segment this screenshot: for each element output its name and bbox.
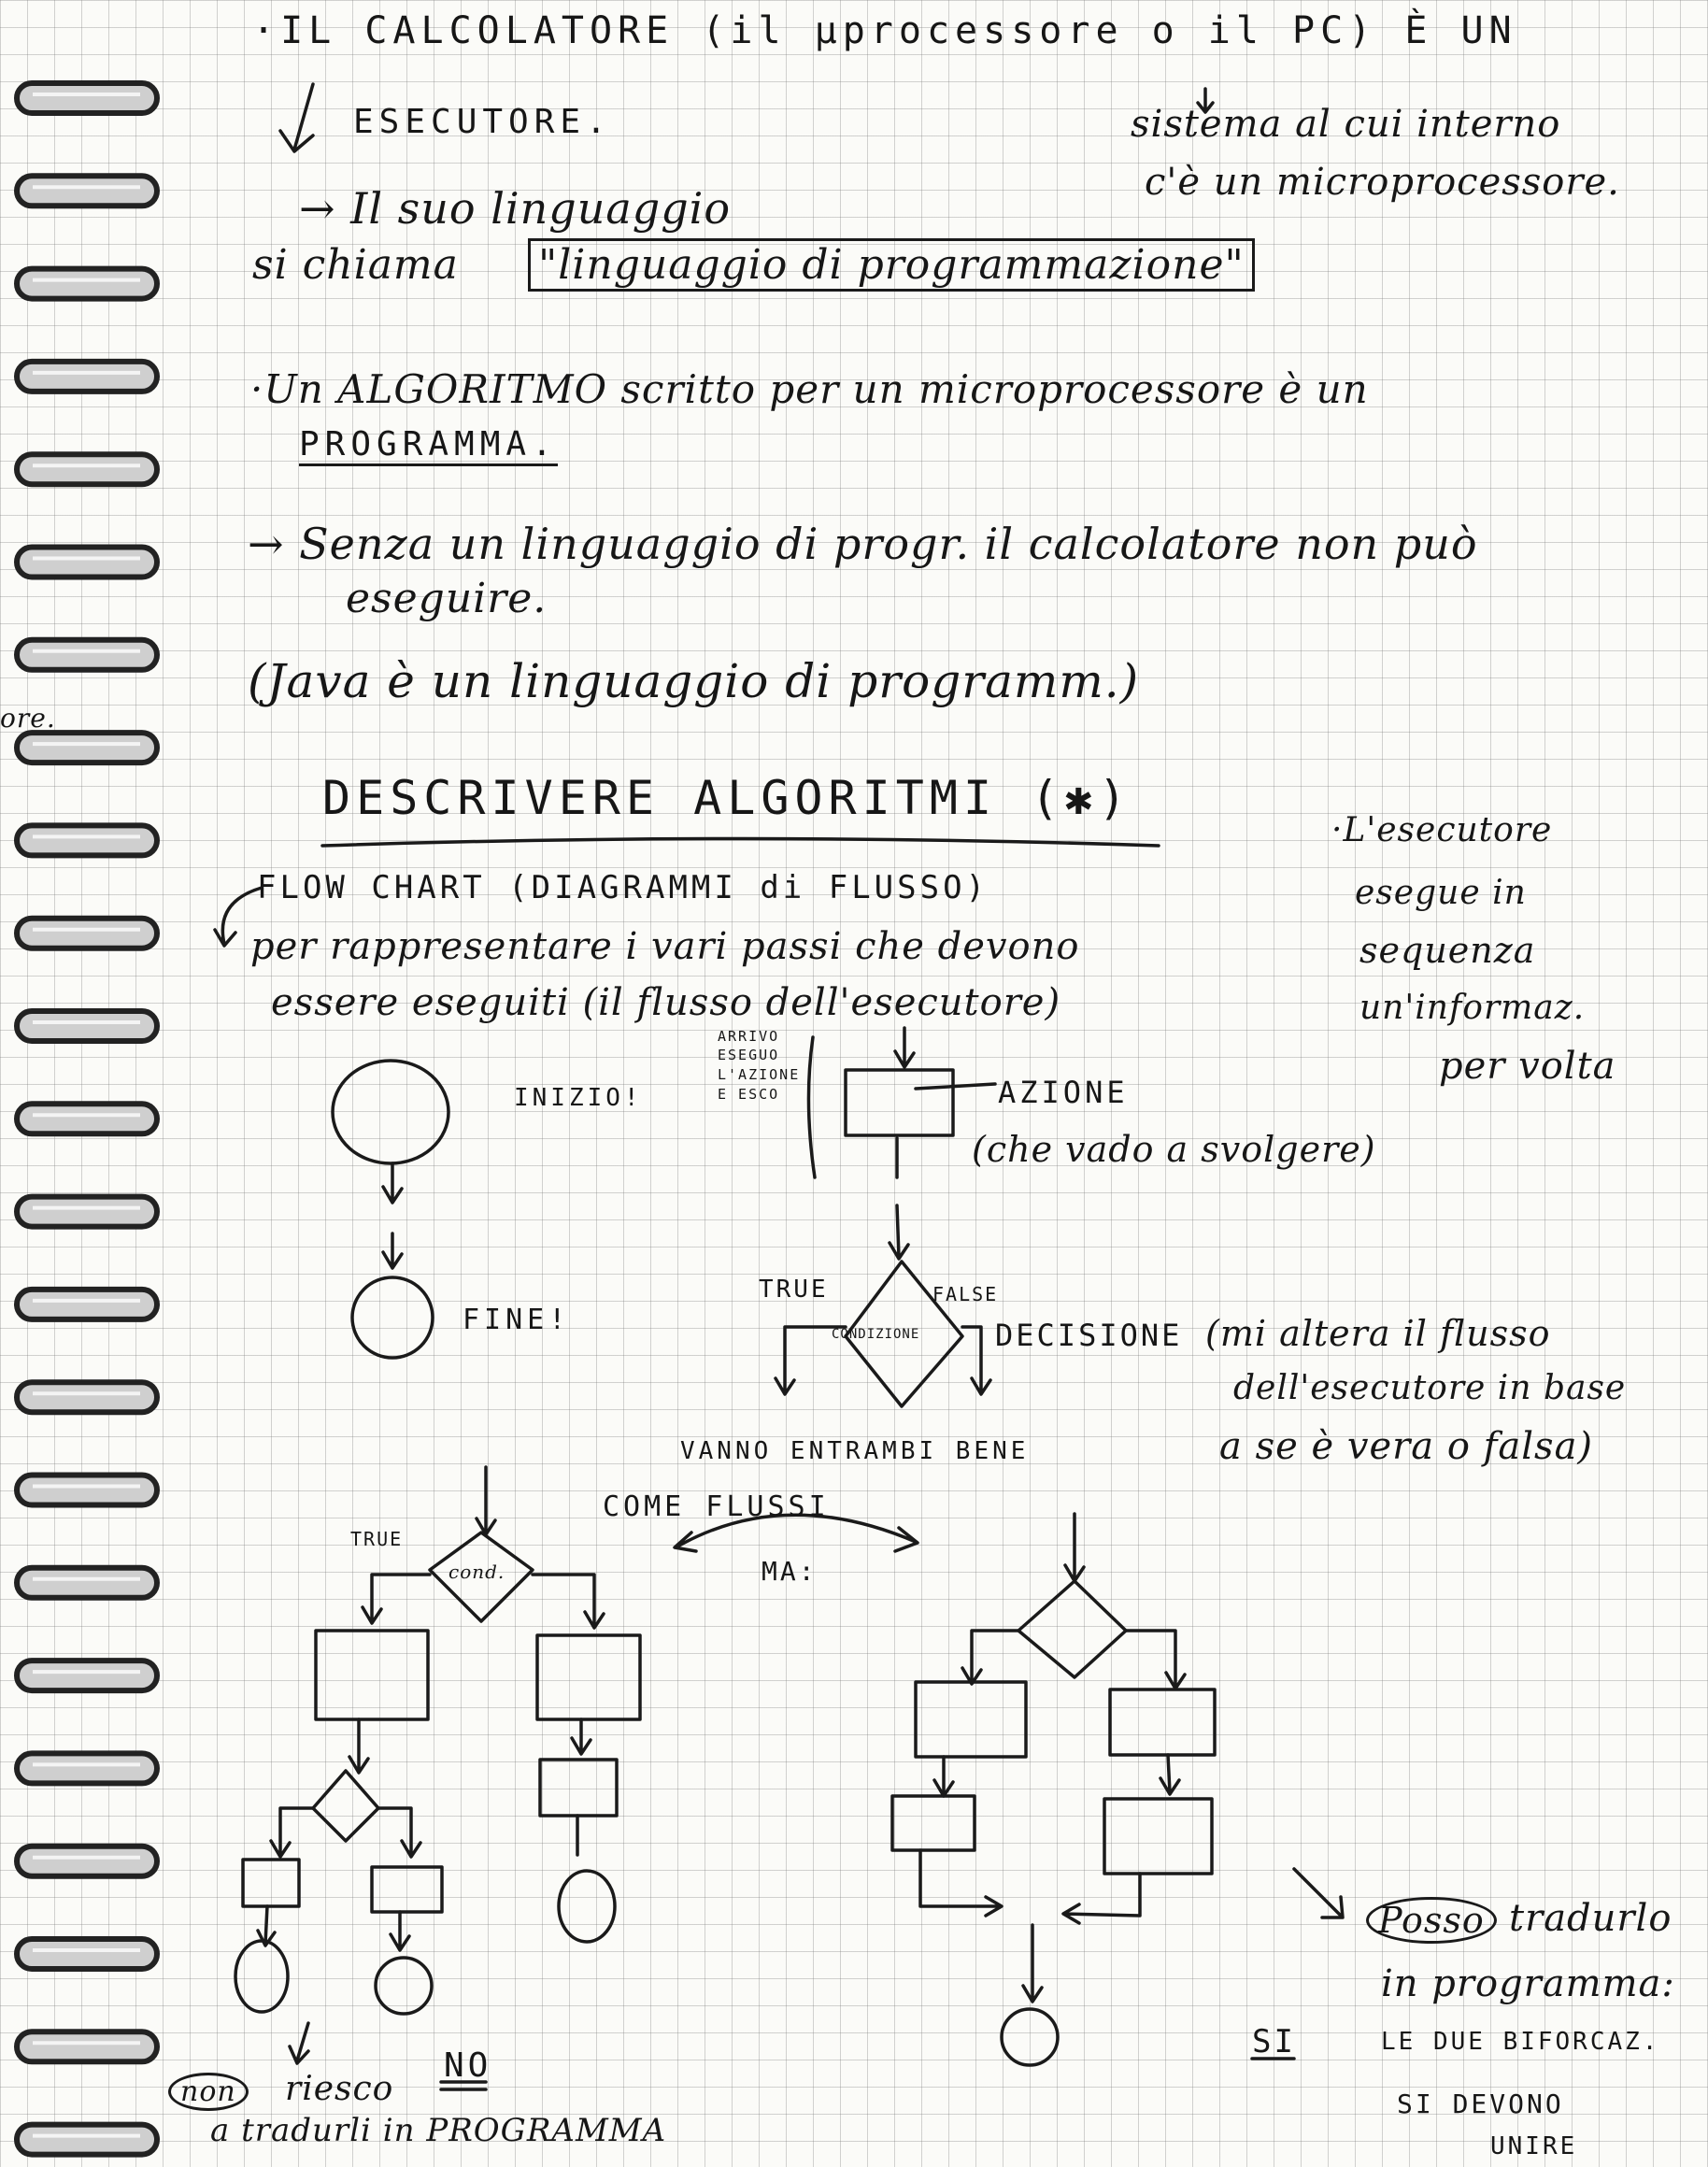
biforcaz-label: LE DUE BIFORCAZ. bbox=[1381, 2028, 1660, 2056]
end-circle bbox=[352, 1277, 433, 1358]
line-calcolatore: ·IL CALCOLATORE (il μprocessore o il PC) È UN bbox=[252, 9, 1517, 52]
decision-label: DECISIONE bbox=[995, 1318, 1183, 1353]
cond-small-label: cond. bbox=[448, 1561, 505, 1583]
devono-label: SI DEVONO bbox=[1397, 2089, 1564, 2119]
note-sistema: sistema al cui interno bbox=[1131, 103, 1561, 146]
section-title: DESCRIVERE ALGORITMI (✱) bbox=[322, 771, 1132, 825]
flowchart-desc-1: per rappresentare i vari passi che devono bbox=[250, 925, 1080, 968]
arrivo-label-2: ESEGUO bbox=[718, 1047, 780, 1063]
posso-circled: Posso bbox=[1366, 1897, 1497, 1944]
decision-note-1: (mi altera il flusso bbox=[1205, 1313, 1551, 1354]
arrivo-label-4: E ESCO bbox=[718, 1086, 780, 1103]
right-diamond bbox=[1018, 1581, 1126, 1677]
decision-false-branch bbox=[962, 1327, 990, 1394]
non-circled: non bbox=[168, 2073, 249, 2111]
arrivo-label-1: ARRIVO bbox=[718, 1028, 780, 1045]
title-underline bbox=[322, 839, 1159, 847]
arrow-to-posso bbox=[1294, 1869, 1343, 1918]
right-box-c bbox=[892, 1796, 975, 1850]
si-label: SI bbox=[1252, 2023, 1296, 2060]
left-end-a bbox=[235, 1941, 288, 2012]
left-box-a bbox=[316, 1631, 428, 1719]
line-esecutore: ESECUTORE. bbox=[353, 103, 612, 141]
side-note-1: ·L'esecutore bbox=[1331, 811, 1553, 849]
left-diamond-2 bbox=[313, 1771, 378, 1841]
true-small-label: TRUE bbox=[350, 1528, 404, 1550]
line-java: (Java è un linguaggio di programm.) bbox=[248, 654, 1140, 708]
left-end-b bbox=[376, 1958, 432, 2014]
line-linguaggio: → Il suo linguaggio bbox=[299, 183, 732, 234]
line-algoritmo: ·Un ALGORITMO scritto per un microprocessore è un bbox=[250, 366, 1369, 412]
unire-label: UNIRE bbox=[1490, 2132, 1578, 2160]
left-box-c bbox=[540, 1760, 617, 1816]
action-arrow-down bbox=[890, 1205, 908, 1259]
condition-label: CONDIZIONE bbox=[832, 1327, 920, 1342]
start-oval bbox=[333, 1061, 448, 1163]
in-programma-label: in programma: bbox=[1381, 1962, 1675, 2005]
both-ok-label: VANNO ENTRAMBI BENE bbox=[680, 1437, 1030, 1465]
left-box-e bbox=[372, 1867, 442, 1912]
end-arrow bbox=[383, 1233, 402, 1268]
right-box-a bbox=[916, 1682, 1026, 1757]
boxed-linguaggio-programmazione: "linguaggio di programmazione" bbox=[528, 238, 1255, 292]
arrow-down-left bbox=[280, 84, 313, 151]
bracket bbox=[808, 1037, 815, 1177]
end-label: FINE! bbox=[463, 1304, 571, 1336]
right-box-b bbox=[1110, 1689, 1215, 1755]
start-arrow bbox=[383, 1163, 402, 1203]
action-note: (che vado a svolgere) bbox=[972, 1129, 1376, 1170]
ma-label: MA: bbox=[761, 1556, 818, 1587]
false-label: FALSE bbox=[932, 1283, 999, 1305]
side-note-2: esegue in bbox=[1355, 874, 1527, 912]
start-label: INIZIO! bbox=[514, 1084, 643, 1112]
line-senza: → Senza un linguaggio di progr. il calcolatore non può bbox=[248, 519, 1478, 569]
left-end-c bbox=[559, 1871, 615, 1942]
flowchart-heading: FLOW CHART (DIAGRAMMI di FLUSSO) bbox=[257, 869, 989, 906]
margin-fragment: ore. bbox=[0, 703, 56, 734]
tradurlo-label: tradurlo bbox=[1509, 1897, 1672, 1940]
flowchart-desc-2: essere eseguiti (il flusso dell'esecutore) bbox=[271, 981, 1061, 1024]
riesco-label: riesco bbox=[285, 2070, 394, 2108]
come-flussi-label: COME FLUSSI bbox=[603, 1490, 830, 1523]
right-end bbox=[1002, 2009, 1058, 2065]
side-note-5: per volta bbox=[1439, 1045, 1616, 1088]
right-box-d bbox=[1104, 1799, 1212, 1874]
left-box-b bbox=[537, 1635, 640, 1719]
line-si-chiama: si chiama bbox=[252, 241, 459, 289]
action-label: AZIONE bbox=[998, 1075, 1129, 1110]
side-note-4: un'informaz. bbox=[1359, 989, 1586, 1027]
arrow-to-no bbox=[290, 2023, 308, 2063]
action-to-label bbox=[916, 1084, 995, 1089]
note-microprocessore: c'è un microprocessore. bbox=[1145, 161, 1620, 204]
action-box bbox=[846, 1070, 953, 1135]
left-box-d bbox=[243, 1860, 299, 1906]
side-note-3: sequenza bbox=[1359, 930, 1536, 971]
line-eseguire: eseguire. bbox=[346, 575, 548, 622]
true-label: TRUE bbox=[759, 1276, 829, 1304]
arrivo-label-3: L'AZIONE bbox=[718, 1066, 801, 1083]
decision-note-2: dell'esecutore in base bbox=[1233, 1369, 1627, 1407]
no-label: NO bbox=[444, 2046, 492, 2085]
line-programma: PROGRAMMA. bbox=[299, 425, 558, 466]
action-arrow-in bbox=[895, 1028, 914, 1067]
tradurli-label: a tradurli in PROGRAMMA bbox=[210, 2112, 667, 2149]
decision-note-3: a se è vera o falsa) bbox=[1219, 1425, 1594, 1468]
